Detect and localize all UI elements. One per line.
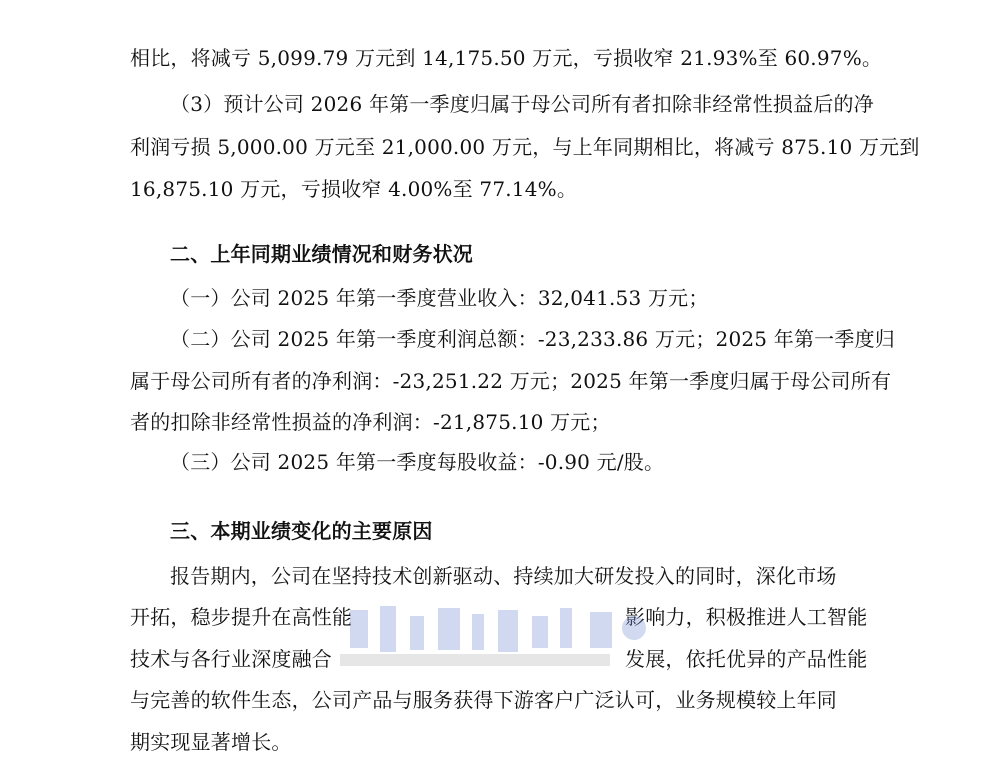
paragraph-line: （一）公司 2025 年第一季度营业收入：32,041.53 万元； xyxy=(170,286,709,310)
paragraph-line: 16,875.10 万元，亏损收窄 4.00%至 77.14%。 xyxy=(130,177,578,201)
paragraph-line: 影响力，积极推进人工智能 xyxy=(625,605,868,629)
paragraph-line: 属于母公司所有者的净利润：-23,251.22 万元；2025 年第一季度归属于母公司所有 xyxy=(130,369,892,393)
paragraph-line: （3）预计公司 2026 年第一季度归属于母公司所有者扣除非经常性损益后的净 xyxy=(170,92,874,116)
paragraph-line: 开拓，稳步提升在高性能 xyxy=(130,605,353,629)
paragraph-line: 技术与各行业深度融合 xyxy=(130,647,332,671)
paragraph-line: 者的扣除非经常性损益的净利润：-21,875.10 万元； xyxy=(130,410,611,434)
paragraph-line: （三）公司 2025 年第一季度每股收益：-0.90 元/股。 xyxy=(170,450,665,474)
paragraph-line: 与完善的软件生态，公司产品与服务获得下游客户广泛认可，业务规模较上年同 xyxy=(130,688,837,712)
paragraph-line: 报告期内，公司在坚持技术创新驱动、持续加大研发投入的同时，深化市场 xyxy=(170,564,837,588)
paragraph-line: 期实现显著增长。 xyxy=(130,730,292,754)
section-heading: 三、本期业绩变化的主要原因 xyxy=(170,519,433,543)
paragraph-line: 相比，将减亏 5,099.79 万元到 14,175.50 万元，亏损收窄 21.93%至 60.97%。 xyxy=(130,46,883,70)
paragraph-line: 利润亏损 5,000.00 万元至 21,000.00 万元，与上年同期相比，将减亏 875.10 万元到 xyxy=(130,135,920,159)
section-heading: 二、上年同期业绩情况和财务状况 xyxy=(170,242,473,266)
paragraph-line: 发展，依托优异的产品性能 xyxy=(625,647,868,671)
watermark-image xyxy=(340,598,660,668)
paragraph-line: （二）公司 2025 年第一季度利润总额：-23,233.86 万元；2025 年第一季度归 xyxy=(170,327,895,351)
